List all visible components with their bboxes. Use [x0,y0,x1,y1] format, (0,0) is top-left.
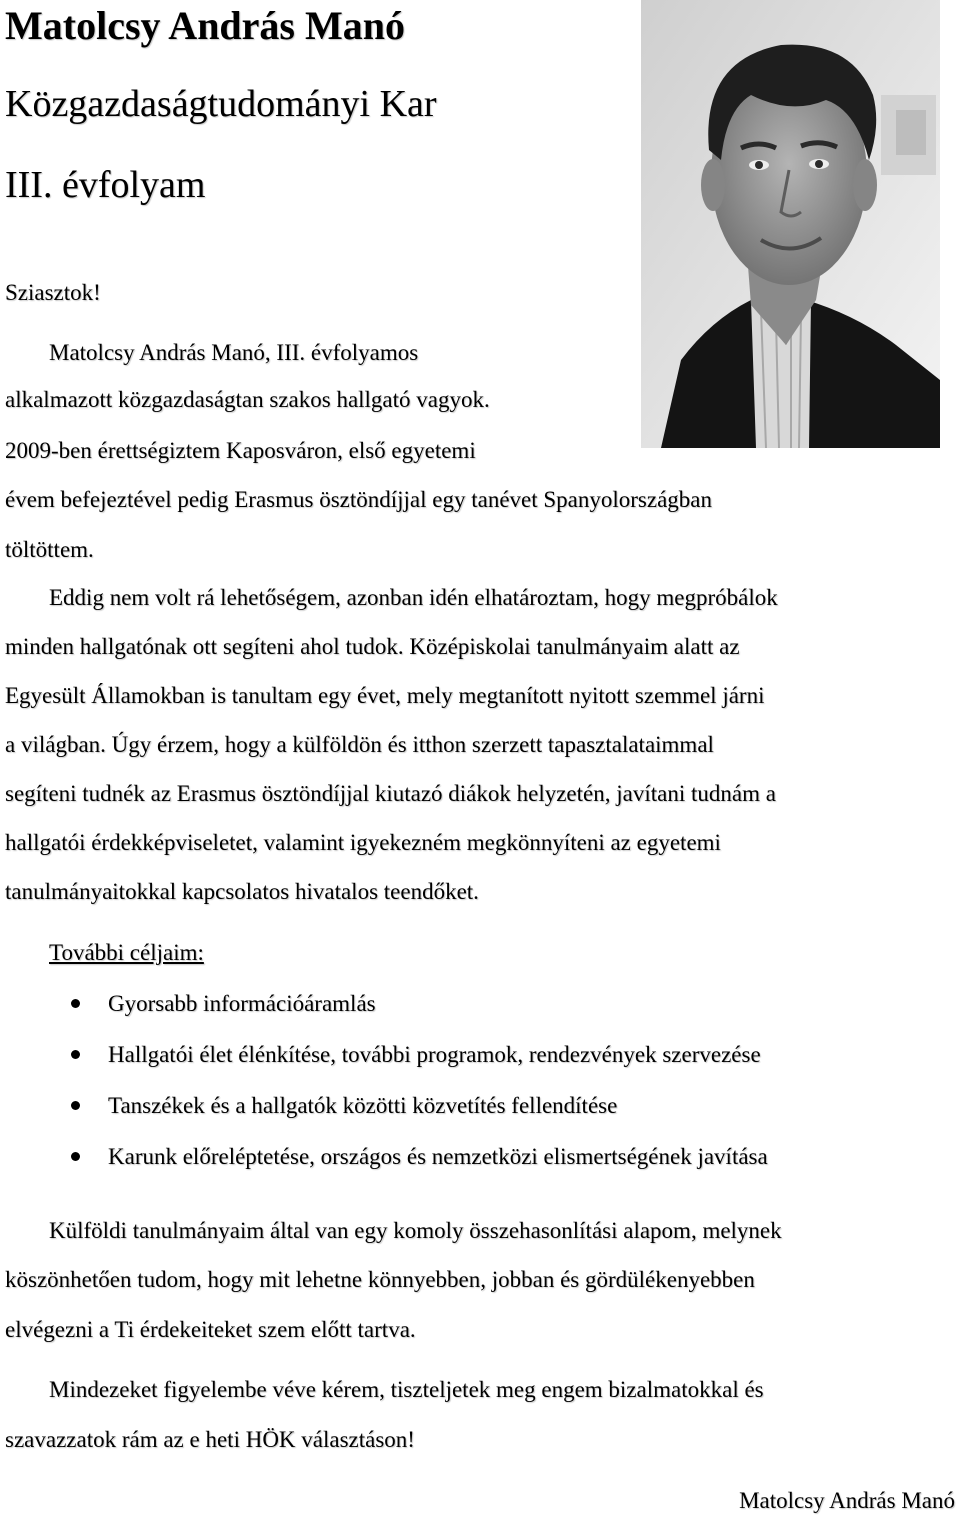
goal-item: Karunk előreléptetése, országos és nemzetközi elismertségének javítása [108,1144,768,1169]
paragraph-line: segíteni tudnék az Erasmus ösztöndíjjal kiutazó diákok helyzetén, javítani tudnám a [5,781,776,806]
paragraph-line: Eddig nem volt rá lehetőségem, azonban idén elhatároztam, hogy megpróbálok [49,585,778,610]
bullet-icon [71,1050,80,1059]
paragraph-line: elvégezni a Ti érdekeiteket szem előtt tartva. [5,1317,416,1342]
bullet-icon [71,1152,80,1161]
goals-heading: További céljaim: [49,940,204,965]
paragraph-line: köszönhetően tudom, hogy mit lehetne könnyebben, jobban és gördülékenyebben [5,1267,755,1292]
paragraph-line: Külföldi tanulmányaim által van egy komoly összehasonlítási alapom, melynek [49,1218,782,1243]
bullet-icon [71,1101,80,1110]
goal-item: Tanszékek és a hallgatók közötti közvetítés fellendítése [108,1093,618,1118]
greeting-text: Sziasztok! [5,280,101,305]
goal-item: Gyorsabb információáramlás [108,991,376,1016]
intro-line: Matolcsy András Manó, III. évfolyamos [49,340,419,365]
paragraph-line: minden hallgatónak ott segíteni ahol tudok. Középiskolai tanulmányaim alatt az [5,634,740,659]
intro-line: töltöttem. [5,537,94,562]
paragraph-line: Egyesült Államokban is tanultam egy évet, mely megtanított nyitott szemmel járni [5,683,765,708]
intro-line: évem befejeztével pedig Erasmus ösztöndíjjal egy tanévet Spanyolországban [5,487,713,512]
signature-text: Matolcsy András Manó [739,1488,955,1513]
paragraph-line: a világban. Úgy érzem, hogy a külföldön és itthon szerzett tapasztalataimmal [5,732,714,757]
goal-item: Hallgatói élet élénkítése, további programok, rendezvények szervezése [108,1042,761,1067]
bullet-icon [71,999,80,1008]
portrait-photo [641,0,940,448]
paragraph-line: szavazzatok rám az e heti HÖK választáson! [5,1427,415,1452]
year-heading: III. évfolyam [5,164,206,206]
paragraph-line: hallgatói érdekképviseletet, valamint igyekezném megkönnyíteni az egyetemi [5,830,721,855]
intro-line: 2009-ben érettségiztem Kaposváron, első egyetemi [5,438,476,463]
intro-line: alkalmazott közgazdaságtan szakos hallgató vagyok. [5,387,490,412]
paragraph-line: tanulmányaitokkal kapcsolatos hivatalos teendőket. [5,879,479,904]
candidate-name-heading: Matolcsy András Manó [5,3,405,48]
portrait-photo-icon [641,0,940,448]
paragraph-line: Mindezeket figyelembe véve kérem, tiszteljetek meg engem bizalmatokkal és [49,1377,764,1402]
faculty-heading: Közgazdaságtudományi Kar [5,83,437,125]
